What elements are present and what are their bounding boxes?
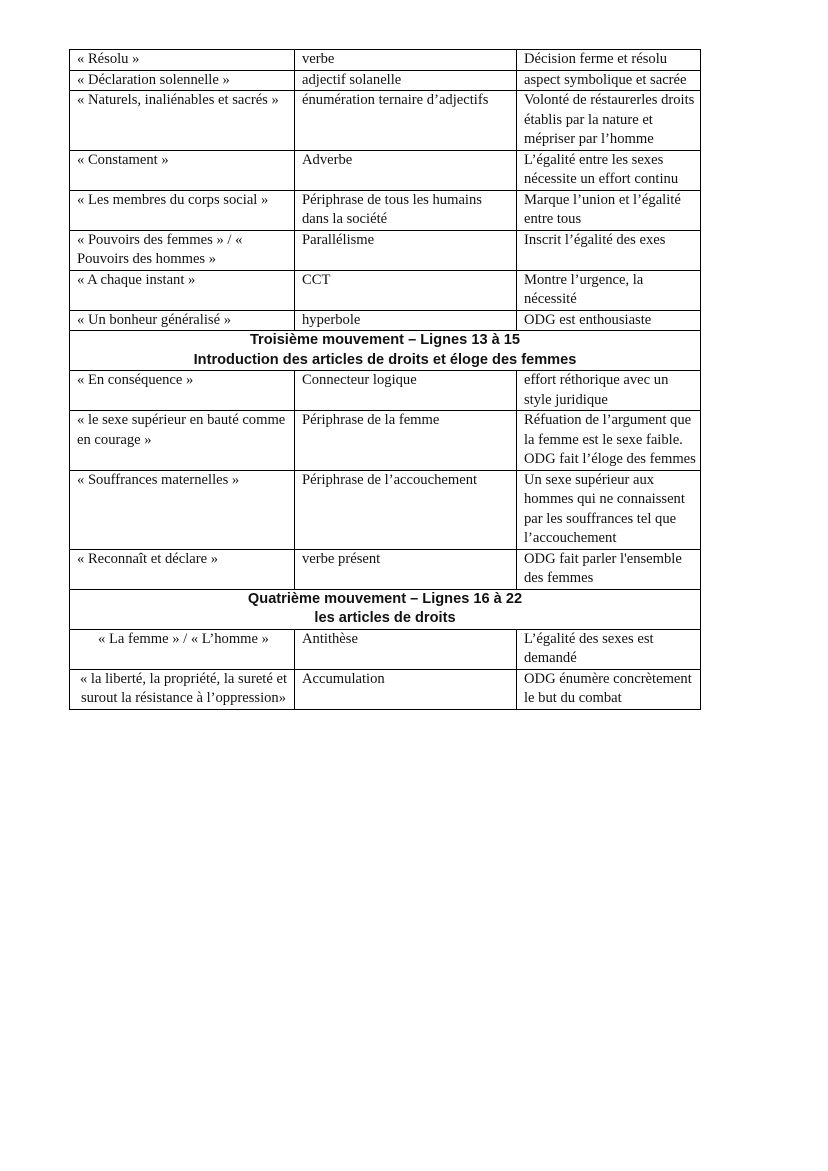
table-row [70,669,701,709]
section-title: Quatrième mouvement – Lignes 16 à 22 [247,590,523,607]
device-cell: Adverbe [295,150,517,190]
device-cell: Périphrase de l’accouchement [295,470,517,549]
quote-cell: « La femme » / « L’homme » [70,629,295,669]
analysis-table [69,49,701,710]
quote-cell: « Souffrances maternelles » [70,470,295,549]
effect-cell: L’égalité entre les sexes nécessite un effort continu [517,150,701,190]
table-row [70,230,701,270]
table-row [70,91,701,151]
device-cell: verbe [295,50,517,71]
device-cell: Parallélisme [295,230,517,270]
table-row [70,270,701,310]
table-row [70,150,701,190]
device-cell: adjectif solanelle [295,70,517,91]
effect-cell: Volonté de réstaurerles droits établis par la nature et mépriser par l’homme [517,91,701,151]
quote-cell: « Constament » [70,150,295,190]
effect-cell: Un sexe supérieur aux hommes qui ne connaissent par les souffrances tel que l’accouchement [517,470,701,549]
quote-cell: « Un bonheur généralisé » [70,310,295,331]
device-cell: CCT [295,270,517,310]
effect-cell: Réfuation de l’argument que la femme est le sexe faible. ODG fait l’éloge des femmes [517,411,701,471]
effect-cell: L’égalité des sexes est demandé [517,629,701,669]
device-cell: hyperbole [295,310,517,331]
section-subtitle: Introduction des articles de droits et éloge des femmes [193,351,577,368]
device-cell: Antithèse [295,629,517,669]
device-cell: énumération ternaire d’adjectifs [295,91,517,151]
table-row [70,549,701,589]
device-cell: verbe présent [295,549,517,589]
effect-cell: aspect symbolique et sacrée [517,70,701,91]
quote-cell: « Reconnaît et déclare » [70,549,295,589]
section-title: Troisième mouvement – Lignes 13 à 15 [249,332,521,348]
quote-cell: « la liberté, la propriété, la sureté et surout la résistance à l’oppression» [70,669,295,709]
device-cell: Connecteur logique [295,371,517,411]
section-heading-4 [70,589,701,629]
quote-cell: « Naturels, inaliénables et sacrés » [70,91,295,151]
section-header-row [70,331,701,371]
quote-cell: « Les membres du corps social » [70,190,295,230]
effect-cell: Inscrit l’égalité des exes [517,230,701,270]
table-row [70,70,701,91]
effect-cell: effort réthorique avec un style juridique [517,371,701,411]
effect-cell: Décision ferme et résolu [517,50,701,71]
quote-cell: « Pouvoirs des femmes » / « Pouvoirs des hommes » [70,230,295,270]
effect-cell: ODG énumère concrètement le but du combat [517,669,701,709]
section-header-row [70,589,701,629]
table-row [70,310,701,331]
table-row [70,470,701,549]
effect-cell: Marque l’union et l’égalité entre tous [517,190,701,230]
table-row [70,411,701,471]
quote-cell: « A chaque instant » [70,270,295,310]
device-cell: Périphrase de tous les humains dans la société [295,190,517,230]
table-row [70,629,701,669]
effect-cell: Montre l’urgence, la nécessité [517,270,701,310]
table-row [70,371,701,411]
section-heading-3 [70,331,701,371]
effect-cell: ODG est enthousiaste [517,310,701,331]
device-cell: Accumulation [295,669,517,709]
quote-cell: « Déclaration solennelle » [70,70,295,91]
quote-cell: « En conséquence » [70,371,295,411]
table-row [70,50,701,71]
table-row [70,190,701,230]
effect-cell: ODG fait parler l'ensemble des femmes [517,549,701,589]
device-cell: Périphrase de la femme [295,411,517,471]
quote-cell: « le sexe supérieur en bauté comme en courage » [70,411,295,471]
quote-cell: « Résolu » [70,50,295,71]
section-subtitle: les articles de droits [314,610,456,626]
